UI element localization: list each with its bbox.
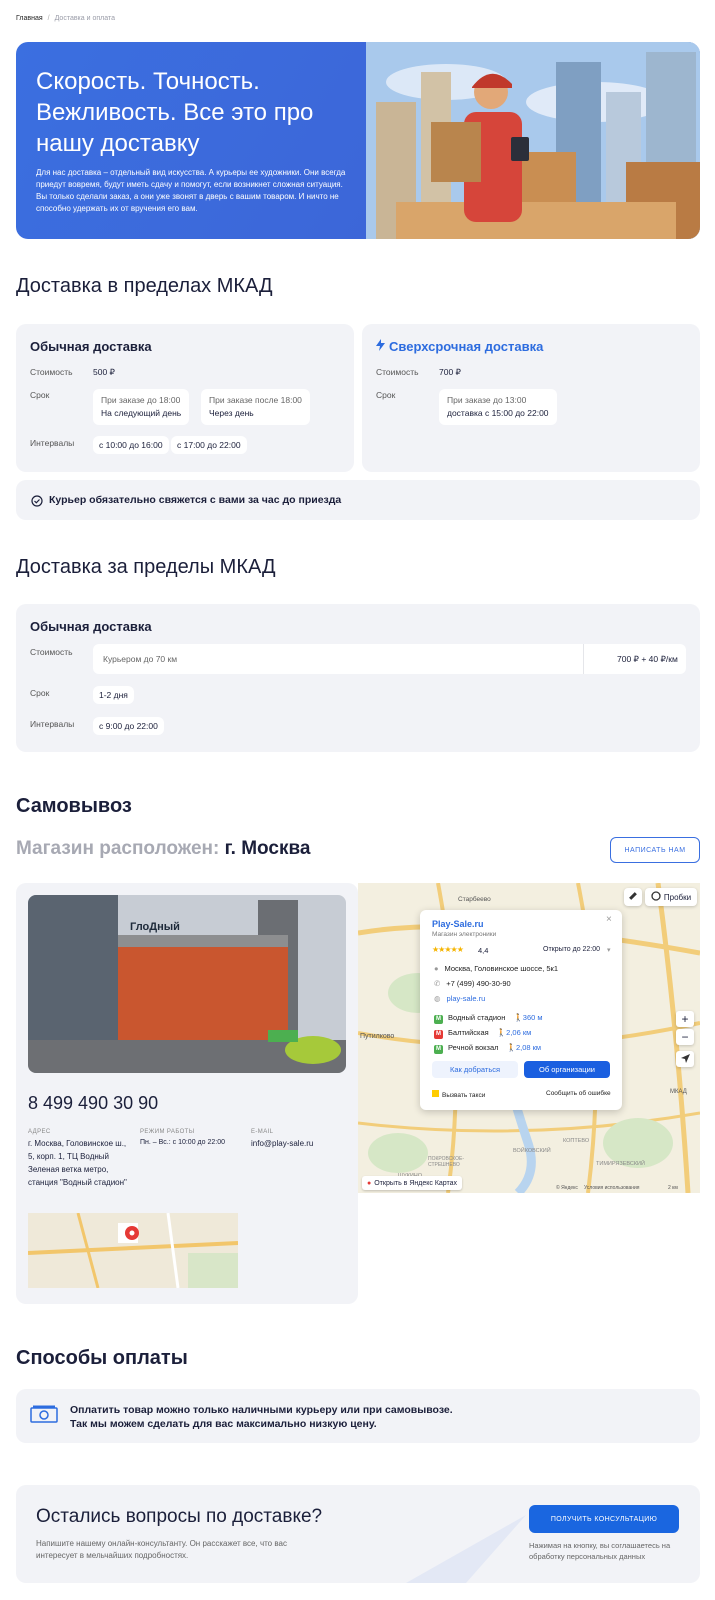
payment-info-card (16, 1389, 700, 1443)
open-in-yandex-link[interactable] (362, 1176, 462, 1190)
cost-value: 500 ₽ (93, 367, 115, 377)
plus-icon: + (681, 1012, 689, 1026)
map-pin-icon: ● (367, 1179, 372, 1187)
term-option-condition: При заказе до 18:00 (101, 395, 181, 405)
walk-icon: 🚶 (513, 1013, 523, 1022)
cash-icon (30, 1405, 58, 1430)
location-arrow-icon (681, 1050, 690, 1068)
traffic-label: Пробки (663, 892, 692, 902)
outside-delivery-title: Обычная доставка (30, 619, 152, 634)
term-option-before-18 (93, 389, 189, 425)
questions-text: Напишите нашему онлайн-консультанту. Он расскажет все, что вас интересует в мельчайших подробностях. (36, 1539, 287, 1560)
cost-description: Курьером до 70 км (103, 654, 178, 664)
zoom-out-button[interactable] (676, 1029, 694, 1045)
express-delivery-title (376, 339, 543, 354)
metro-icon: M (436, 1031, 441, 1037)
term-option-after-18 (201, 389, 310, 425)
walk-icon: 🚶 (506, 1043, 516, 1052)
rating-value: 4,4 (478, 946, 489, 955)
outside-section-title: Доставка за пределы МКАД (16, 556, 276, 578)
map-label: КОПТЕВО (563, 1138, 590, 1144)
metro-row (434, 1028, 531, 1039)
metro-distance: 360 м (522, 1013, 543, 1022)
ruler-button[interactable] (624, 888, 642, 906)
store-info-card (16, 883, 358, 1304)
open-in-yandex-label: Открыть в Яндекс Картах (374, 1179, 458, 1187)
phone-icon: ✆ (434, 979, 441, 988)
metro-icon: M (436, 1046, 441, 1052)
cost-divider (583, 644, 584, 674)
hours-label: РЕЖИМ РАБОТЫ (140, 1129, 195, 1135)
payment-text (70, 1403, 453, 1431)
metro-row (434, 1013, 543, 1024)
term-option-condition: При заказе после 18:00 (209, 395, 302, 405)
walk-icon: 🚶 (496, 1028, 507, 1037)
store-location-city: г. Москва (224, 838, 311, 859)
hero-title: Скорость. Точность. Вежливость. Все это про нашу доставку (36, 68, 314, 157)
express-delivery-title-text: Сверхсрочная доставка (389, 339, 544, 354)
popup-address: Москва, Головинское шоссе, 5к1 (444, 964, 559, 973)
term-option-value: На следующий день (101, 408, 182, 418)
express-term-option (439, 389, 557, 425)
zoom-in-button[interactable] (676, 1011, 694, 1027)
yandex-map[interactable] (358, 883, 700, 1193)
hero-banner (16, 42, 700, 239)
rating-stars-icon: ★★★★★ (432, 945, 463, 954)
cost-label: Стоимость (376, 367, 419, 377)
metro-distance: 2,06 км (506, 1028, 532, 1037)
map-label: МКАД (670, 1089, 687, 1095)
geolocation-button[interactable] (676, 1051, 694, 1067)
courier-notice-text: Курьер обязательно свяжется с вами за час до приезда (49, 494, 342, 506)
store-location-heading (16, 838, 310, 860)
org-name-link[interactable]: Play-Sale.ru (432, 919, 484, 929)
hours-value: Пн. – Вс.: с 10:00 до 22:00 (140, 1139, 225, 1146)
map-label: Старбеево (458, 896, 491, 903)
interval-chip: с 9:00 до 22:00 (93, 717, 164, 735)
cost-value: 700 ₽ (439, 367, 461, 377)
courier-illustration (366, 42, 700, 239)
chevron-down-icon[interactable]: ▾ (607, 947, 611, 954)
traffic-button[interactable] (645, 888, 697, 906)
pin-icon: ● (434, 964, 439, 973)
breadcrumb-current: Доставка и оплата (54, 15, 115, 22)
questions-title: Остались вопросы по доставке? (36, 1506, 323, 1527)
map-copyright: © Яндекс (556, 1185, 578, 1191)
payment-text-line1: Оплатить товар можно только наличными курьеру или при самовывозе. (70, 1404, 453, 1416)
term-option-condition: При заказе до 13:00 (447, 395, 527, 405)
metro-row (434, 1043, 541, 1054)
popup-site-row (434, 994, 485, 1003)
interval-chip: с 10:00 до 16:00 (93, 436, 169, 454)
popup-address-row (434, 964, 558, 973)
email-label: E-MAIL (251, 1129, 274, 1135)
metro-icon: M (436, 1016, 441, 1022)
store-photo (28, 895, 346, 1073)
report-error-link[interactable]: Сообщить об ошибке (546, 1090, 611, 1097)
cost-value: 700 ₽ + 40 ₽/км (617, 654, 678, 664)
term-label: Срок (30, 390, 50, 400)
close-icon[interactable]: × (606, 914, 612, 925)
hero-text: Для нас доставка – отдельный вид искусства. А курьеры ее художники. Они всегда приедут вовремя, будут иметь сдачу и помогут, если возникнет сложная ситуация. Вы только сделали заказ, а они уже звонят в дверь с вашим товаром. И ничто не способно удержать их от вручения его вам. (36, 168, 346, 213)
questions-card (16, 1485, 700, 1583)
breadcrumb (16, 15, 115, 22)
pickup-section-title: Самовывоз (16, 795, 132, 817)
term-chip: 1-2 дня (93, 686, 134, 704)
term-label: Срок (30, 688, 50, 698)
term-option-value: доставка с 15:00 до 22:00 (447, 408, 549, 418)
org-type: Магазин электроники (432, 931, 497, 938)
get-consultation-button[interactable]: ПОЛУЧИТЬ КОНСУЛЬТАЦИЮ (529, 1505, 679, 1533)
minus-icon: − (681, 1030, 689, 1044)
email-value[interactable]: info@play-sale.ru (251, 1139, 314, 1148)
breadcrumb-home-link[interactable]: Главная (16, 15, 43, 22)
check-circle-icon (31, 494, 43, 512)
mkad-section-title: Доставка в пределах МКАД (16, 275, 273, 297)
mini-map[interactable] (28, 1213, 238, 1288)
address-label: АДРЕС (28, 1129, 51, 1135)
outside-delivery-card (16, 604, 700, 752)
lightning-icon (376, 339, 385, 354)
taxi-label: Вызвать такси (442, 1092, 486, 1099)
cost-label: Стоимость (30, 367, 73, 377)
about-org-button[interactable]: Об организации (524, 1061, 610, 1078)
term-label: Срок (376, 390, 396, 400)
ruler-icon (628, 888, 638, 906)
map-label: ПОКРОВСКОЕ-СТРЕШНЕВО (428, 1156, 465, 1168)
paper-plane-decoration (406, 1515, 526, 1583)
cost-label: Стоимость (30, 647, 73, 657)
intervals-label: Интервалы (30, 719, 75, 729)
consent-text: Нажимая на кнопку, вы соглашаетесь на обработку персональных данных (529, 1541, 671, 1561)
metro-name: Речной вокзал (448, 1043, 499, 1052)
globe-icon: ◍ (434, 994, 441, 1003)
map-label: Путилково (360, 1033, 395, 1040)
popup-phone[interactable]: +7 (499) 490-30-90 (446, 979, 511, 988)
express-delivery-card (362, 324, 700, 472)
regular-delivery-card (16, 324, 354, 472)
metro-name: Водный стадион (448, 1013, 506, 1022)
address-value: г. Москва, Головинское ш., 5, корп. 1, ТЦ Водный Зеленая ветка метро, станция "Водный стадион" (28, 1139, 127, 1187)
map-terms-link[interactable]: Условия использования (584, 1185, 640, 1191)
term-option-value: Через день (209, 408, 254, 418)
metro-distance: 2,08 км (515, 1043, 542, 1052)
write-us-button[interactable]: НАПИСАТЬ НАМ (610, 837, 700, 863)
store-location-prefix: Магазин расположен: (16, 838, 220, 859)
interval-chip: с 17:00 до 22:00 (171, 436, 247, 454)
taxi-icon (432, 1090, 439, 1097)
intervals-label: Интервалы (30, 438, 75, 448)
popup-site-link[interactable]: play-sale.ru (446, 994, 486, 1003)
popup-phone-row (434, 979, 511, 988)
route-button[interactable]: Как добраться (432, 1061, 518, 1078)
organization-popup (420, 910, 622, 1110)
store-phone[interactable]: 8 499 490 30 90 (28, 1093, 159, 1113)
store-sign: ГлоДный (130, 921, 180, 933)
map-label: ВОЙКОВСКИЙ (513, 1148, 551, 1154)
taxi-link[interactable] (432, 1090, 485, 1099)
map-scale: 2 км (668, 1185, 678, 1191)
traffic-icon (651, 891, 661, 903)
breadcrumb-separator: / (47, 15, 50, 22)
metro-name: Балтийская (448, 1028, 489, 1037)
map-label: ТИМИРЯЗЕВСКИЙ (596, 1161, 645, 1167)
payment-text-line2: Так мы можем сделать для вас максимально низкую цену. (70, 1418, 377, 1430)
payment-section-title: Способы оплаты (16, 1347, 188, 1369)
open-hours: Открыто до 22:00 (543, 946, 601, 953)
cost-row (93, 644, 686, 674)
regular-delivery-title: Обычная доставка (30, 339, 152, 354)
courier-notice (16, 480, 700, 520)
